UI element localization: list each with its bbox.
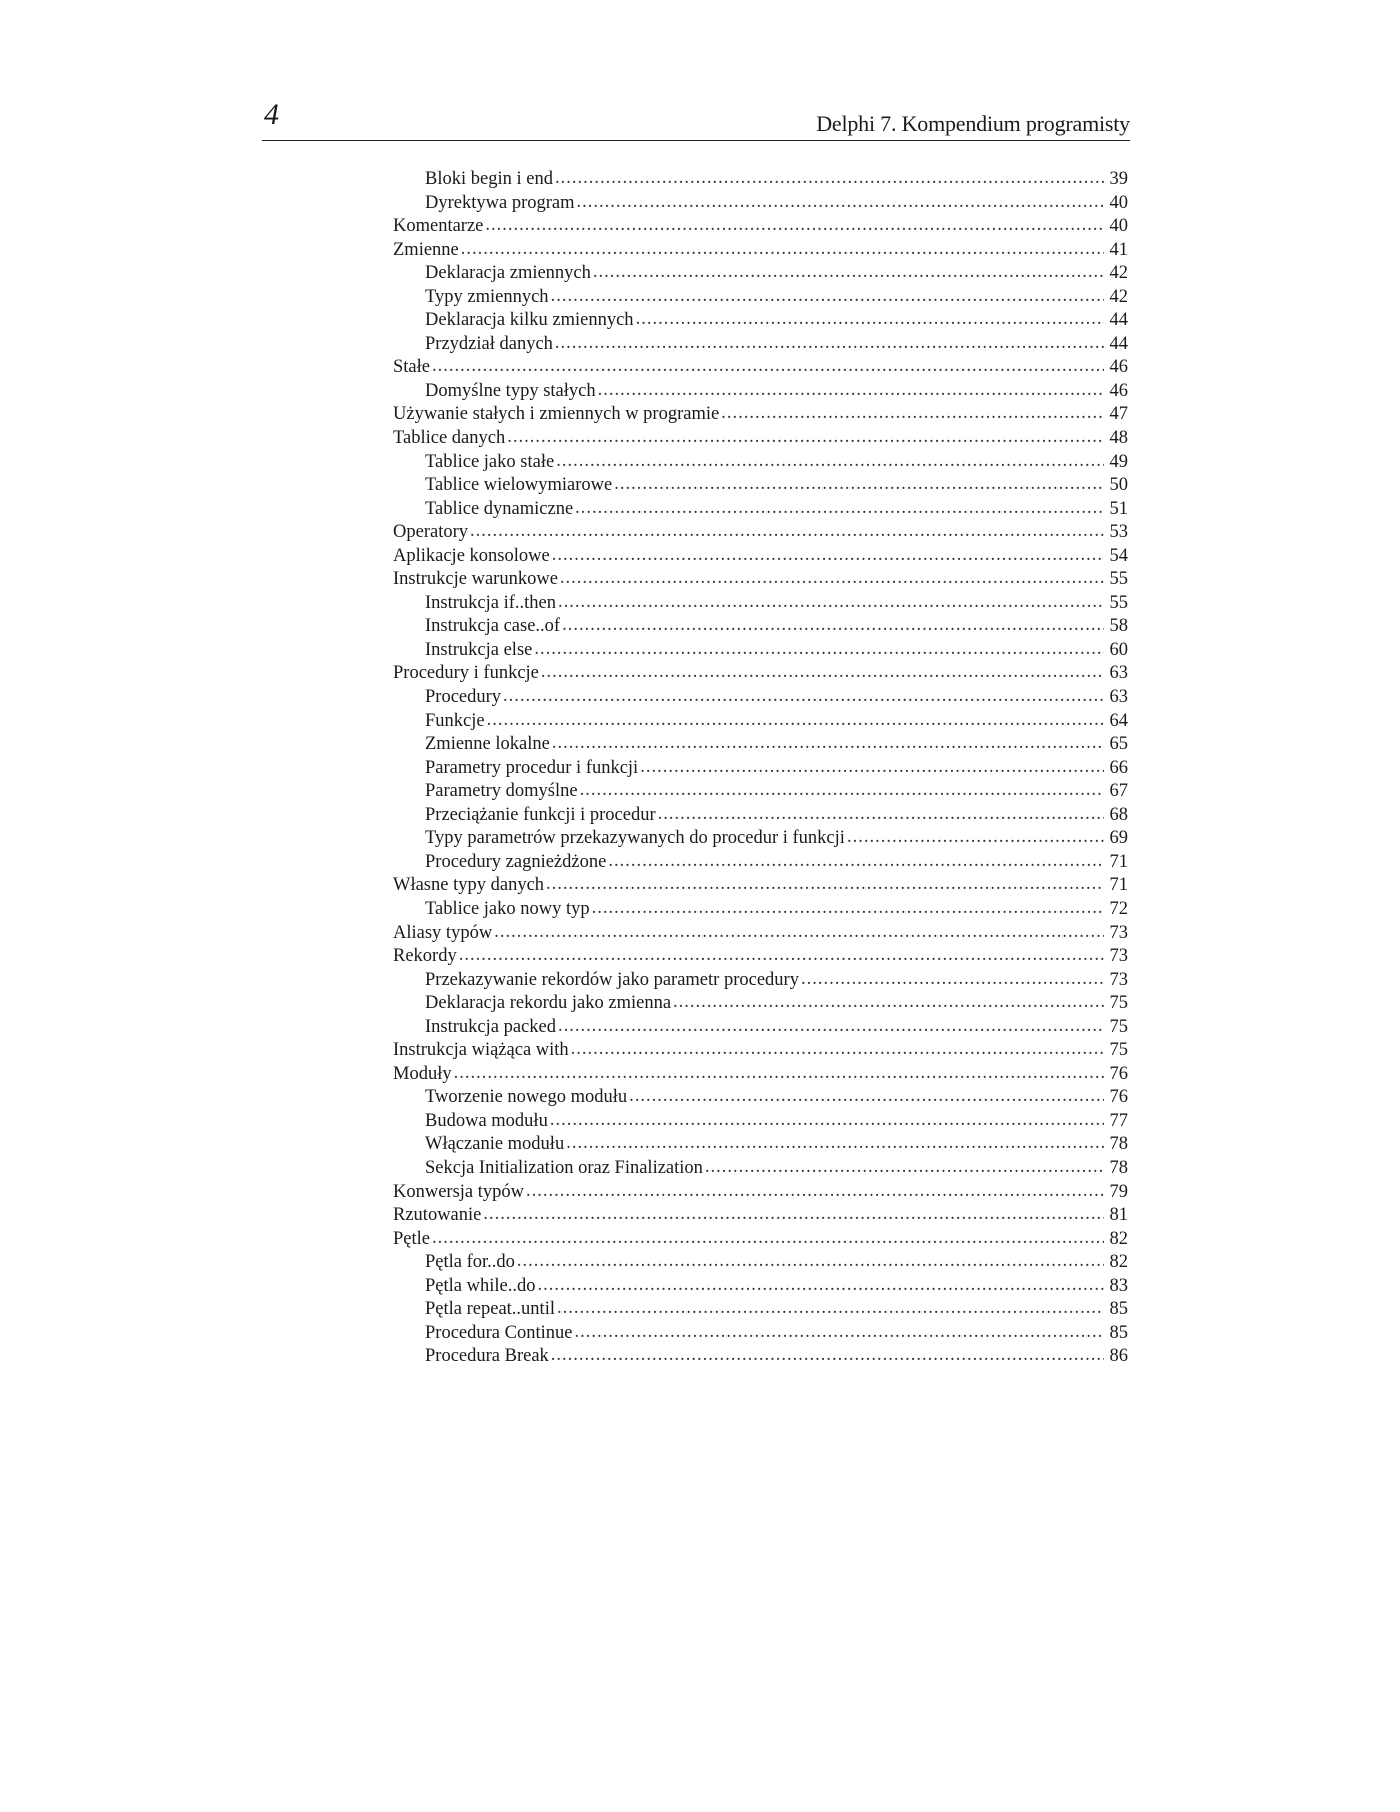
toc-dot-leader — [575, 497, 1104, 521]
toc-entry — [393, 851, 1128, 875]
toc-entry-title: Przydział danych — [425, 333, 553, 354]
toc-entry-title: Instrukcje warunkowe — [393, 569, 558, 590]
toc-dot-leader — [461, 238, 1104, 262]
toc-entry — [393, 945, 1128, 969]
toc-entry-title: Rekordy — [393, 946, 457, 967]
toc-entry — [393, 239, 1128, 263]
toc-entry-title: Bloki begin i end — [425, 169, 553, 189]
toc-entry-title: Instrukcja case..of — [425, 616, 561, 637]
toc-entry-page-number: 75 — [1109, 1040, 1128, 1061]
toc-dot-leader — [577, 191, 1105, 215]
toc-dot-leader — [560, 567, 1104, 591]
toc-entry — [393, 592, 1128, 616]
toc-entry-page-number: 83 — [1109, 1275, 1128, 1296]
toc-entry-page-number: 73 — [1109, 922, 1128, 943]
toc-entry — [393, 356, 1128, 380]
toc-entry-page-number: 67 — [1109, 781, 1128, 802]
toc-entry-page-number: 55 — [1109, 569, 1128, 590]
toc-dot-leader — [534, 638, 1104, 662]
toc-entry-title: Deklaracja kilku zmiennych — [425, 310, 634, 331]
toc-entry-title: Aplikacje konsolowe — [393, 545, 550, 566]
toc-dot-leader — [608, 850, 1104, 874]
toc-entry-page-number: 85 — [1109, 1299, 1128, 1320]
toc-entry — [393, 1251, 1128, 1275]
toc-entry — [393, 1181, 1128, 1205]
toc-entry — [393, 1157, 1128, 1181]
toc-entry — [393, 1063, 1128, 1087]
toc-dot-leader — [550, 1109, 1104, 1133]
toc-entry — [393, 874, 1128, 898]
running-title: Delphi 7. Kompendium programisty — [816, 111, 1130, 136]
toc-entry-title: Typy zmiennych — [425, 286, 549, 307]
toc-dot-leader — [562, 614, 1104, 638]
toc-entry-title: Sekcja Initialization oraz Finalization — [425, 1157, 703, 1178]
toc-entry — [393, 827, 1128, 851]
toc-entry-page-number: 72 — [1109, 898, 1128, 919]
toc-dot-leader — [598, 379, 1104, 403]
toc-entry-title: Przekazywanie rekordów jako parametr procedury — [425, 969, 799, 990]
toc-entry-title: Parametry procedur i funkcji — [425, 757, 639, 778]
toc-entry-title: Typy parametrów przekazywanych do procedur i funkcji — [425, 828, 845, 849]
toc-entry-title: Dyrektywa program — [425, 192, 575, 213]
toc-dot-leader — [614, 473, 1104, 497]
toc-dot-leader — [526, 1180, 1104, 1204]
toc-entry-page-number: 64 — [1109, 710, 1128, 731]
toc-entry-title: Deklaracja rekordu jako zmienna — [425, 993, 672, 1014]
toc-entry — [393, 1228, 1128, 1252]
toc-dot-leader — [566, 1132, 1104, 1156]
toc-dot-leader — [503, 685, 1104, 709]
toc-entry — [393, 639, 1128, 663]
toc-dot-leader — [470, 520, 1104, 544]
toc-entry-page-number: 78 — [1109, 1157, 1128, 1178]
toc-entry — [393, 568, 1128, 592]
toc-dot-leader — [640, 756, 1104, 780]
toc-dot-leader — [555, 167, 1104, 191]
toc-entry — [393, 1039, 1128, 1063]
toc-entry-page-number: 48 — [1109, 428, 1128, 449]
toc-entry-page-number: 63 — [1109, 687, 1128, 708]
toc-entry-page-number: 86 — [1109, 1346, 1128, 1367]
toc-entry-title: Procedury — [425, 687, 502, 708]
toc-entry-page-number: 42 — [1109, 286, 1128, 307]
toc-dot-leader — [494, 921, 1104, 945]
toc-entry-page-number: 78 — [1109, 1134, 1128, 1155]
toc-entry-page-number: 50 — [1109, 475, 1128, 496]
toc-entry-title: Zmienne — [393, 239, 459, 260]
toc-entry-title: Konwersja typów — [393, 1181, 525, 1202]
toc-entry-page-number: 75 — [1109, 1016, 1128, 1037]
toc-entry-title: Pętla while..do — [425, 1275, 536, 1296]
toc-entry-title: Moduły — [393, 1063, 452, 1084]
toc-entry-page-number: 76 — [1109, 1087, 1128, 1108]
toc-entry — [393, 1322, 1128, 1346]
toc-entry-page-number: 53 — [1109, 522, 1128, 543]
toc-dot-leader — [507, 426, 1104, 450]
toc-entry — [393, 1298, 1128, 1322]
toc-dot-leader — [432, 355, 1104, 379]
toc-entry-page-number: 47 — [1109, 404, 1128, 425]
toc-entry-title: Procedury i funkcje — [393, 663, 539, 684]
toc-entry-page-number: 82 — [1109, 1252, 1128, 1273]
toc-dot-leader — [517, 1250, 1104, 1274]
toc-entry — [393, 262, 1128, 286]
toc-entry — [393, 780, 1128, 804]
toc-dot-leader — [432, 1227, 1104, 1251]
toc-entry-title: Instrukcja if..then — [425, 592, 556, 613]
toc-entry-page-number: 41 — [1109, 239, 1128, 260]
toc-entry-title: Stałe — [393, 357, 430, 378]
toc-entry-page-number: 82 — [1109, 1228, 1128, 1249]
toc-dot-leader — [673, 991, 1104, 1015]
toc-entry — [393, 380, 1128, 404]
toc-entry-page-number: 44 — [1109, 333, 1128, 354]
page-header — [262, 96, 1130, 141]
toc-entry-page-number: 73 — [1109, 946, 1128, 967]
toc-dot-leader — [847, 826, 1104, 850]
page-number: 4 — [264, 98, 279, 131]
toc-entry — [393, 710, 1128, 734]
toc-dot-leader — [546, 873, 1104, 897]
toc-dot-leader — [705, 1156, 1104, 1180]
toc-entry — [393, 969, 1128, 993]
toc-entry-title: Deklaracja zmiennych — [425, 263, 591, 284]
toc-entry-title: Tablice dynamiczne — [425, 498, 574, 519]
toc-entry — [393, 309, 1128, 333]
toc-entry — [393, 215, 1128, 239]
toc-entry — [393, 757, 1128, 781]
toc-entry-page-number: 51 — [1109, 498, 1128, 519]
toc-entry-title: Procedura Continue — [425, 1322, 573, 1343]
toc-entry-title: Instrukcja packed — [425, 1016, 556, 1037]
toc-entry-page-number: 66 — [1109, 757, 1128, 778]
toc-dot-leader — [571, 1038, 1104, 1062]
toc-dot-leader — [551, 1344, 1104, 1368]
toc-entry — [393, 333, 1128, 357]
toc-entry-page-number: 54 — [1109, 545, 1128, 566]
toc-entry — [393, 1345, 1128, 1369]
toc-dot-leader — [556, 450, 1104, 474]
toc-entry — [393, 1133, 1128, 1157]
toc-entry-title: Procedury zagnieżdżone — [425, 851, 607, 872]
toc-entry-page-number: 81 — [1109, 1205, 1128, 1226]
toc-entry — [393, 545, 1128, 569]
toc-dot-leader — [454, 1062, 1104, 1086]
toc-dot-leader — [555, 332, 1104, 356]
toc-entry-title: Zmienne lokalne — [425, 734, 550, 755]
toc-dot-leader — [552, 544, 1104, 568]
toc-entry — [393, 922, 1128, 946]
toc-entry-page-number: 65 — [1109, 734, 1128, 755]
toc-entry-page-number: 77 — [1109, 1110, 1128, 1131]
toc-entry — [393, 192, 1128, 216]
toc-entry-page-number: 69 — [1109, 828, 1128, 849]
toc-entry-title: Używanie stałych i zmiennych w programie — [393, 404, 720, 425]
toc-entry-page-number: 71 — [1109, 875, 1128, 896]
toc-entry — [393, 168, 1128, 192]
toc-entry — [393, 662, 1128, 686]
toc-entry-page-number: 71 — [1109, 851, 1128, 872]
toc-entry-title: Pętla repeat..until — [425, 1299, 555, 1320]
toc-entry — [393, 1016, 1128, 1040]
toc-dot-leader — [537, 1274, 1104, 1298]
toc-entry — [393, 615, 1128, 639]
toc-entry-title: Instrukcja else — [425, 639, 533, 660]
toc-entry — [393, 992, 1128, 1016]
toc-entry-title: Pętla for..do — [425, 1252, 515, 1273]
toc-entry-title: Rzutowanie — [393, 1205, 482, 1226]
toc-dot-leader — [801, 968, 1104, 992]
toc-entry — [393, 498, 1128, 522]
toc-dot-leader — [558, 1015, 1104, 1039]
toc-entry — [393, 804, 1128, 828]
toc-entry-title: Przeciążanie funkcji i procedur — [425, 804, 656, 825]
toc-entry — [393, 427, 1128, 451]
toc-entry-title: Włączanie modułu — [425, 1134, 565, 1155]
toc-dot-leader — [558, 591, 1104, 615]
toc-entry-title: Budowa modułu — [425, 1110, 548, 1131]
toc-entry-page-number: 46 — [1109, 357, 1128, 378]
toc-dot-leader — [459, 944, 1104, 968]
toc-entry-title: Instrukcja wiążąca with — [393, 1040, 569, 1061]
toc-entry-page-number: 39 — [1109, 169, 1128, 189]
toc-dot-leader — [557, 1297, 1104, 1321]
toc-dot-leader — [541, 661, 1104, 685]
toc-entry-page-number: 46 — [1109, 380, 1128, 401]
toc-entry-page-number: 40 — [1109, 192, 1128, 213]
toc-entry-page-number: 85 — [1109, 1322, 1128, 1343]
toc-entry-page-number: 44 — [1109, 310, 1128, 331]
toc-entry — [393, 1110, 1128, 1134]
toc-entry — [393, 733, 1128, 757]
toc-entry — [393, 686, 1128, 710]
toc-entry-page-number: 76 — [1109, 1063, 1128, 1084]
toc-dot-leader — [574, 1321, 1104, 1345]
toc-entry-title: Funkcje — [425, 710, 485, 731]
toc-entry-title: Komentarze — [393, 216, 484, 237]
toc-entry-page-number: 58 — [1109, 616, 1128, 637]
toc-entry-page-number: 40 — [1109, 216, 1128, 237]
toc-entry-page-number: 55 — [1109, 592, 1128, 613]
toc-entry-page-number: 68 — [1109, 804, 1128, 825]
toc-entry-page-number: 42 — [1109, 263, 1128, 284]
toc-entry — [393, 898, 1128, 922]
toc-entry-page-number: 73 — [1109, 969, 1128, 990]
toc-entry-title: Tablice jako stałe — [425, 451, 555, 472]
toc-dot-leader — [487, 709, 1104, 733]
toc-entry — [393, 1086, 1128, 1110]
toc-dot-leader — [552, 732, 1104, 756]
toc-entry-page-number: 75 — [1109, 993, 1128, 1014]
toc-entry-title: Tablice danych — [393, 428, 506, 449]
toc-entry-page-number: 63 — [1109, 663, 1128, 684]
toc-entry-title: Tablice jako nowy typ — [425, 898, 590, 919]
toc-entry — [393, 286, 1128, 310]
toc-entry-title: Własne typy danych — [393, 875, 545, 896]
toc-dot-leader — [658, 803, 1104, 827]
toc-dot-leader — [485, 214, 1104, 238]
toc-dot-leader — [551, 285, 1104, 309]
toc-dot-leader — [629, 1085, 1104, 1109]
toc-entry — [393, 474, 1128, 498]
toc-entry — [393, 403, 1128, 427]
toc-entry — [393, 521, 1128, 545]
toc-entry-page-number: 79 — [1109, 1181, 1128, 1202]
toc-entry-title: Aliasy typów — [393, 922, 493, 943]
toc-entry-title: Tablice wielowymiarowe — [425, 475, 613, 496]
toc-entry-title: Pętle — [393, 1228, 430, 1249]
toc-dot-leader — [580, 779, 1104, 803]
toc-dot-leader — [636, 308, 1104, 332]
toc-dot-leader — [721, 402, 1104, 426]
toc-dot-leader — [593, 261, 1104, 285]
toc-entry-page-number: 60 — [1109, 639, 1128, 660]
toc-entry — [393, 1275, 1128, 1299]
toc-entry-title: Procedura Break — [425, 1346, 549, 1367]
toc-entry — [393, 451, 1128, 475]
table-of-contents — [393, 168, 1128, 1369]
toc-dot-leader — [592, 897, 1104, 921]
toc-dot-leader — [483, 1203, 1104, 1227]
toc-entry — [393, 1204, 1128, 1228]
toc-entry-title: Domyślne typy stałych — [425, 380, 596, 401]
toc-entry-title: Tworzenie nowego modułu — [425, 1087, 628, 1108]
toc-entry-title: Operatory — [393, 522, 468, 543]
toc-entry-page-number: 49 — [1109, 451, 1128, 472]
toc-entry-title: Parametry domyślne — [425, 781, 578, 802]
